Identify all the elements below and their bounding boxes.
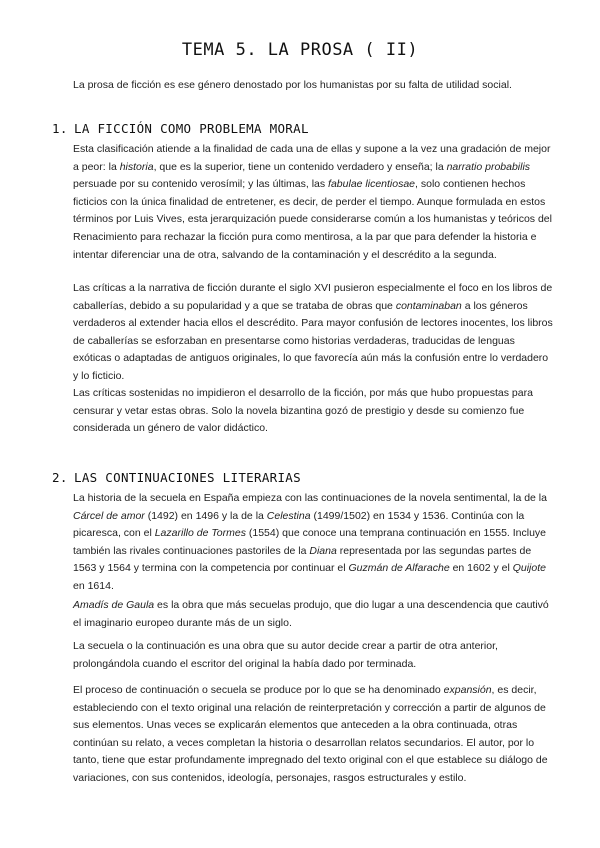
paragraph-text: , solo contienen hechos ficticios con la única finalidad de entretener, es decir, de perder el tiempo. Aunque formulada en estos términos por Luis Vives, esta jerarquización puede considerarse común a los humanistas y teóricos del Renacimiento para rechazar la ficción pura como mentirosa, a la par que para defender la historia e intentar diferenciar una de otra, salvando de la contaminación y el descrédito a la segunda. xyxy=(73,178,552,261)
italic-title-text: fabulae licentiosae xyxy=(328,178,416,191)
section-2-heading xyxy=(52,470,301,485)
italic-title-text: contaminaban xyxy=(395,299,462,312)
paragraph-text: representada por las segundas partes de 1563 y 1564 y termina con la competencia por continuar el xyxy=(73,544,532,575)
paragraph-text: Las críticas sostenidas no impidieron el desarrollo de la ficción, por más que hubo propuestas para censurar y vetar estas obras. Solo la novela bizantina gozó de prestigio y desde su comienzo fue considerada un género de valor didáctico. xyxy=(73,387,533,435)
italic-title-text: Lazarillo de Tormes xyxy=(154,527,246,540)
paragraph-text: (1492) en 1496 y la de la xyxy=(144,509,267,522)
italic-title-text: Celestina xyxy=(266,509,311,522)
italic-title-text: Quijote xyxy=(512,562,546,575)
section-2-paragraph-2 xyxy=(73,597,555,632)
italic-title-text: narratio probabilis xyxy=(446,160,531,173)
italic-title-text: Amadís de Gaula xyxy=(73,599,155,611)
paragraph-text: en 1602 y el xyxy=(449,562,513,575)
paragraph-text: (1554) que conoce una temprana continuación en 1555. Incluye también las rivales continuaciones pastoriles de la xyxy=(73,527,547,557)
italic-title-text: Diana xyxy=(309,544,337,557)
section-2-number: 2. xyxy=(52,470,68,485)
paragraph-text: persuade por su contenido verosímil; y las últimas, las xyxy=(73,178,329,191)
paragraph-text: en 1614. xyxy=(73,579,114,592)
intro-paragraph: La prosa de ficción es ese género denostado por los humanistas por su falta de utilidad social. xyxy=(73,79,512,91)
paragraph-text: La historia de la secuela en España empieza con las continuaciones de la novela sentimental, la de la xyxy=(73,492,547,504)
section-1-paragraph-2 xyxy=(73,280,555,386)
section-2-paragraph-1 xyxy=(73,490,555,596)
italic-title-text: historia xyxy=(119,160,154,173)
section-1-heading xyxy=(52,121,309,136)
section-2-paragraph-3 xyxy=(73,638,555,673)
paragraph-text: es la obra que más secuelas produjo, que dio lugar a una descendencia que cautivó el imaginario europeo durante más de un siglo. xyxy=(73,599,549,629)
paragraph-text: a los géneros verdaderos al extender hacia ellos el descrédito. Para mayor confusión de lectores inocentes, los libros de caballerías se esforzaban en presentarse como historias verdaderas, traducidas de lenguas exóticas o adaptadas de antiguos originales, lo que favorecía aún más la confusión entre lo verdadero y lo ficticio. xyxy=(73,299,553,382)
italic-title-text: expansión xyxy=(443,684,492,696)
section-2-title: LAS CONTINUACIONES LITERARIAS xyxy=(74,470,301,485)
page-title: TEMA 5. LA PROSA ( II) xyxy=(181,40,419,60)
section-1-number: 1. xyxy=(52,121,68,136)
italic-title-text: Cárcel de amor xyxy=(73,509,145,522)
italic-title-text: Guzmán de Alfarache xyxy=(348,562,450,575)
section-1-paragraph-1 xyxy=(73,141,555,264)
section-1-paragraph-3 xyxy=(73,385,555,438)
paragraph-text: El proceso de continuación o secuela se produce por lo que se ha denominado xyxy=(73,684,444,696)
section-2-paragraph-4 xyxy=(73,682,555,788)
paragraph-text: (1499/1502) en 1534 y 1536. Continúa con la picaresca, con el xyxy=(73,509,525,540)
paragraph-text: Las críticas a la narrativa de ficción durante el siglo XVI pusieron especialmente el foco en los libros de caballerías, debido a su popularidad y a que se trataba de obras que xyxy=(73,282,553,312)
paragraph-text: , es decir, estableciendo con el texto original una relación de reinterpretación y corrección a partir de algunos de sus elementos. Unas veces se explicarán elementos que anteceden a la obra continuada, otras continúan su relato, a veces completan la historia o desarrollan relatos secundarios. El autor, por lo tanto, tiene que estar profundamente impregnado del texto original con el que establece su diálogo de variaciones, con sus contenidos, ideología, personajes, rasgos estructurales y estilo. xyxy=(73,684,548,784)
paragraph-text: Esta clasificación atiende a la finalidad de cada una de ellas y supone a la vez una gradación de mejor a peor: la xyxy=(73,143,551,173)
section-1-title: LA FICCIÓN COMO PROBLEMA MORAL xyxy=(74,121,309,136)
paragraph-text: , que es la superior, tiene un contenido verdadero y enseña; la xyxy=(153,160,447,173)
paragraph-text: La secuela o la continuación es una obra que su autor decide crear a partir de otra anterior, prolongándola cuando el escritor del original la había dado por terminada. xyxy=(73,640,498,670)
